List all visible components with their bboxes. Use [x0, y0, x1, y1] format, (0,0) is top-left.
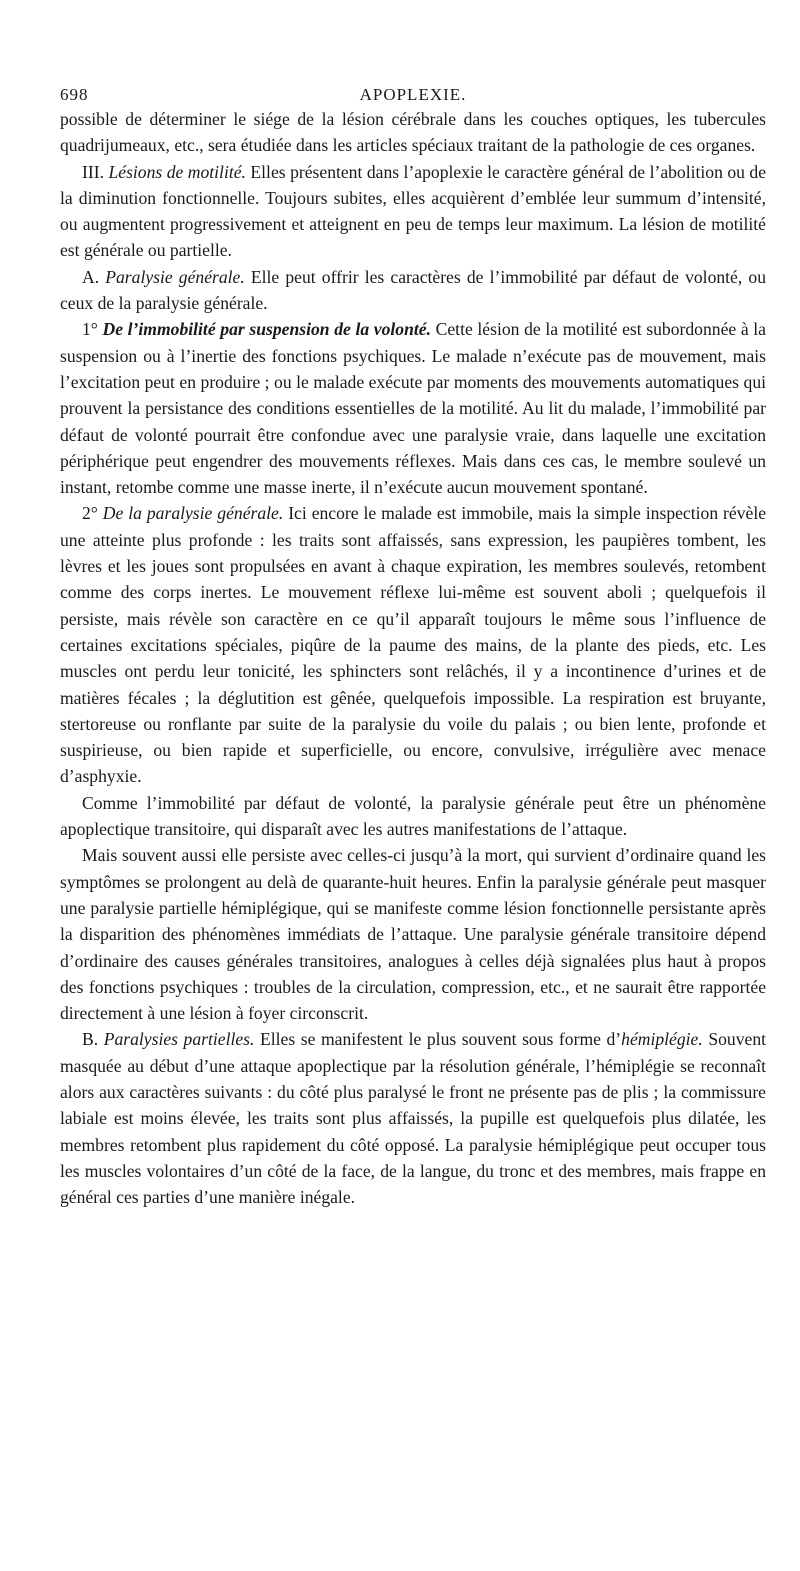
paragraph-text: Mais souvent aussi elle persiste avec celles-ci jusqu’à la mort, qui survient d’ordinaire quand les symptômes se prolongent au delà de quarante-huit heures. Enfin la paralysie générale peut masquer une paralysie partielle hémiplégique, qui se manifeste comme lésion fonctionnelle persistante après la disparition des phénomènes immédiats de l’attaque. Une paralysie générale transitoire dépend d’ordinaire des causes générales transitoires, analogues à celles déjà signalées plus haut à propos des fonctions psychiques : troubles de la circulation, compression, etc., et ne saurait être rapportée directement à une lésion à foyer circonscrit.	[60, 845, 766, 1024]
paragraph-persistance	[60, 842, 766, 1026]
paragraph-paralysie-generale	[60, 500, 766, 789]
paragraph-text: Souvent masquée au début d’une attaque apoplectique par la résolution générale, l’hémiplégie se reconnaît alors aux caractères suivants : du côté plus paralysé le front ne présente pas de plis ; la commissure labiale est moins élevée, les traits sont plus affaissés, la pupille est quelquefois plus dilatée, les membres retombent plus rapidement du côté opposé. La paralysie hémiplégique peut occuper tous les muscles volontaires d’un côté de la face, de la langue, du tronc et des membres, mais frappe en général ces parties d’une manière inégale.	[60, 1029, 767, 1208]
paragraph-continuation	[60, 106, 766, 159]
running-title: APOPLEXIE.	[359, 85, 467, 104]
item-number: 2°	[82, 503, 98, 524]
emphasis-term: hémiplégie.	[621, 1029, 703, 1050]
paragraph-text: Ici encore le malade est immobile, mais la simple inspection révèle une atteinte plus profonde : les traits sont affaissés, sans expression, les paupières tombent, les lèvres et les joues sont propulsées en avant à chaque expiration, les membres soulevés, retombent comme des corps inertes. Le mouvement réflexe lui-même est souvent aboli ; quelquefois il persiste, mais révèle son caractère en ce qu’il apparaît toujours le même sous l’influence de certaines excitations spéciales, piqûre de la paume des mains, de la plante des pieds, etc. Les muscles ont perdu leur tonicité, les sphincters sont relâchés, il y a incontinence d’urines et de matières fécales ; la déglutition est gênée, quelquefois impossible. La respiration est bruyante, stertoreuse ou ronflante par suite de la paralysie du voile du palais ; ou bien lente, profonde et suspirieuse, ou bien rapide et superficielle, ou encore, convulsive, irrégulière avec menace d’asphyxie.	[60, 503, 767, 787]
section-letter: A.	[82, 266, 100, 287]
paragraph-paralysie-generale-intro	[60, 264, 766, 317]
paragraph-lesions-motilite	[60, 159, 766, 264]
section-heading: Paralysies partielles.	[103, 1029, 255, 1050]
item-heading: De l’immobilité par suspension de la volonté.	[102, 319, 431, 340]
paragraph-text: possible de déterminer le siége de la lésion cérébrale dans les couches optiques, les tubercules quadrijumeaux, etc., sera étudiée dans les articles spéciaux traitant de la pathologie de ces organes.	[60, 109, 766, 156]
paragraph-paralysies-partielles	[60, 1026, 766, 1210]
paragraph-text: Cette lésion de la motilité est subordonnée à la suspension ou à l’inertie des fonctions psychiques. Le malade n’exécute pas de mouvement, mais l’excitation peut en produire ; ou le malade exécute par moments des mouvements automatiques qui prouvent la persistance des conditions essentielles de la motilité. Au lit du malade, l’immobilité par défaut de volonté pourrait être confondue avec une paralysie vraie, dans laquelle une excitation périphérique peut engendrer des mouvements réflexes. Mais dans ces cas, le membre soulevé un instant, retombe comme une masse inerte, il n’exécute aucun mouvement spontané.	[60, 319, 766, 498]
item-number: 1°	[82, 319, 98, 340]
item-heading: De la paralysie générale.	[102, 503, 284, 524]
running-head	[60, 82, 766, 104]
paragraph-text-before: Elles se manifestent le plus souvent sous forme d’	[260, 1029, 622, 1050]
paragraph-transitoire	[60, 790, 766, 843]
book-page	[60, 82, 766, 1210]
page-number: 698	[60, 85, 89, 104]
section-heading: Lésions de motilité.	[108, 161, 246, 182]
section-heading: Paralysie générale.	[105, 266, 245, 287]
section-letter: B.	[82, 1029, 99, 1050]
paragraph-text: Elles présentent dans l’apoplexie le caractère général de l’abolition ou de la diminution fonctionnelle. Toujours subites, elles acquièrent d’emblée leur summum d’intensité, ou augmentent progressivement et atteignent en peu de temps leur maximum. La lésion de motilité est générale ou partielle.	[60, 161, 767, 261]
paragraph-text: Elle peut offrir les caractères de l’immobilité par défaut de volonté, ou ceux de la paralysie générale.	[60, 266, 766, 314]
paragraph-immobilite	[60, 316, 766, 500]
section-number: III.	[82, 161, 104, 182]
paragraph-text: Comme l’immobilité par défaut de volonté, la paralysie générale peut être un phénomène apoplectique transitoire, qui disparaît avec les autres manifestations de l’attaque.	[60, 792, 766, 840]
